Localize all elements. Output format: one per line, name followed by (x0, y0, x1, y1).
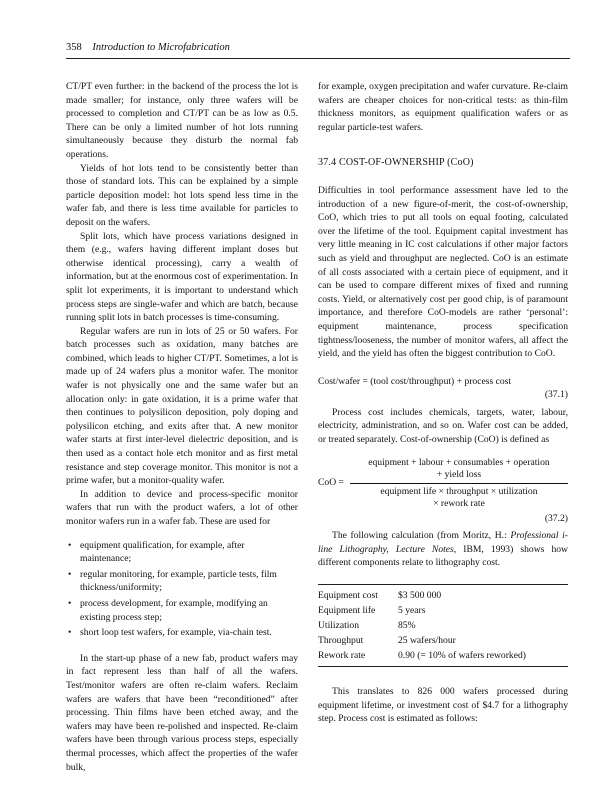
page-number: 358 (66, 42, 82, 53)
citation-title: Professional i-line Lithography, Lecture Notes (318, 530, 569, 555)
list-item: • regular monitoring, for example, particle tests, film thickness/uniformity; (66, 568, 298, 595)
running-title: Introduction to Microfabrication (92, 42, 230, 53)
denominator-line-2: × rework rate (433, 497, 485, 509)
list-item: • process development, for example, modifying an existing process step; (66, 597, 298, 624)
list-item: • short loop test wafers, for example, via-chain test. (66, 626, 298, 640)
table-value: 25 wafers/hour (398, 635, 456, 647)
table-value: $3 500 000 (398, 585, 568, 604)
paragraph-hot-lot-yields: Yields of hot lots tend to be consistently better than those of standard lots. This can be explained by a simple particle deposition model: hot lots spend less time in the wafer fab, and there is less time available for particles to deposit on the wafers. (66, 162, 298, 228)
equation-37-1 (318, 375, 568, 389)
table-label: Equipment cost (318, 585, 398, 604)
left-column (66, 80, 298, 774)
equation-lhs: CoO = (318, 477, 344, 489)
header-rule (66, 58, 570, 59)
monitor-uses-list (66, 539, 298, 640)
paragraph-calculation: The following calculation (from Moritz, H.: Professional i-line Lithography, Lecture Notes, IBM, 1993) shows how different components relate to lithography cost. (318, 530, 569, 569)
paragraph-reclaim-cont: for example, oxygen precipitation and wafer curvature. Re-claim wafers are cheaper choices for non-critical tests: as thin-film thickness monitors, as equipment qualification wafers or as regular particle-test wafers. (318, 81, 568, 133)
table-label: Throughput (318, 635, 364, 647)
table-row (318, 618, 568, 633)
table-label: Rework rate (318, 648, 398, 667)
paragraph-regular-wafers: Regular wafers are run in lots of 25 or 50 wafers. For batch processes such as oxidation, many batches are combined, which leads to higher CT/PT. Sometimes, a lot is made up of 24 wafers plus a monitor wafer. The monitor wafer is not physically one and the same wafer but an allocation only: in gate oxidation, it is a prime wafer that then continues to polysilicon deposition, poly doping and polysilicon etching, and exits after that. A new monitor wafer starts at first inter-level dielectric deposition, and is then used as a contact hole etch monitor and as first metal resistance and step coverage monitor. This monitor is not a prime wafer, but a monitor-quality wafer. (66, 325, 298, 487)
equation-fraction (350, 457, 568, 510)
fraction-bar (350, 483, 568, 484)
table-row (318, 603, 568, 618)
paragraph-translation: This translates to 826 000 wafers processed during equipment lifetime, or investment cost of $4.7 for a lithography step. Process cost is estimated as follows: (318, 686, 568, 725)
table-row (318, 585, 568, 604)
table-value: 85% (398, 620, 416, 632)
equation-37-2 (318, 457, 568, 510)
numerator-line-1: equipment + labour + consumables + operation (368, 456, 550, 468)
equation-text: Cost/wafer = (tool cost/throughput) + process cost (318, 375, 512, 387)
equation-number: (37.1) (544, 389, 568, 401)
cost-table (318, 584, 568, 667)
denominator-line-1: equipment life × throughput × utilization (380, 485, 538, 497)
table-row (318, 633, 568, 648)
paragraph-monitor-wafers: In addition to device and process-specific monitor wafers that run with the product wafers, a lot of other monitor wafers run in a wafer fab. These are used for (66, 488, 298, 527)
list-item: • equipment qualification, for example, after maintenance; (66, 539, 298, 566)
equation-number: (37.2) (544, 512, 568, 524)
numerator-line-2: + yield loss (436, 468, 482, 480)
paragraph-split-lots: Split lots, which have process variations designed in them (e.g., wafers having different implant doses but otherwise identical processing), carry a wealth of information, but at the enormous cost of experimentation. In split lot experiments, it is important to understand which process steps are single-wafer and which are batch, because running split lots in batch processes is time-consuming. (66, 230, 298, 324)
right-column (318, 80, 568, 726)
paragraph-process-cost: Process cost includes chemicals, targets, water, labour, electricity, administration, and so on. Wafer cost can be added, or treated separately. Cost-of-ownership (CoO) is defined as (318, 406, 568, 446)
running-header (66, 42, 230, 53)
section-heading: 37.4 COST-OF-OWNERSHIP (CoO) (318, 157, 474, 169)
table-value: 5 years (398, 605, 426, 617)
table-label: Utilization (318, 620, 360, 632)
paragraph-start-up-phase: In the start-up phase of a new fab, product wafers may in fact represent less than half of all the wafers. Test/monitor wafers are often re-claim wafers. Reclaim wafers are wafers that have been “reconditioned” after processing. Thin films have been etched away, and the wafers may have been re-polished and inspected. Re-claim wafers have been through various process steps, especially thermal processes, which affect the properties of the wafer bulk, (66, 652, 298, 773)
paragraph-hot-lots-cont: CT/PT even further: in the backend of the process the lot is made smaller; for instance, only three wafers will be processed to completion and CT/PT can be as low as 0.5. There can be only a limited number of hot lots running simultaneously because they disturb the normal fab operations. (66, 81, 298, 160)
table-value: 0.90 (= 10% of wafers reworked) (398, 648, 568, 667)
table-label: Equipment life (318, 605, 376, 617)
table-row (318, 648, 568, 667)
paragraph-coo-intro: Difficulties in tool performance assessment have led to the introduction of a new figure-of-merit, the cost-of-ownership, CoO, which tries to put all tools on equal footing, calculated over the lifetime of the tool. Equipment capital investment has very little meaning in IC cost calculations if other major factors such as yield and throughput are neglected. CoO is an estimate of all costs associated with a certain piece of equipment, and it can be used to compare different mixes of fixed and running costs. Yield, or alternatively cost per good chip, is of paramount importance, and therefore CoO-models are rather ‘personal’: equipment maintenance, process specification tightness/looseness, the number of monitor wafers, all affect the yield, and the yield has often the biggest contribution to CoO. (318, 184, 568, 360)
